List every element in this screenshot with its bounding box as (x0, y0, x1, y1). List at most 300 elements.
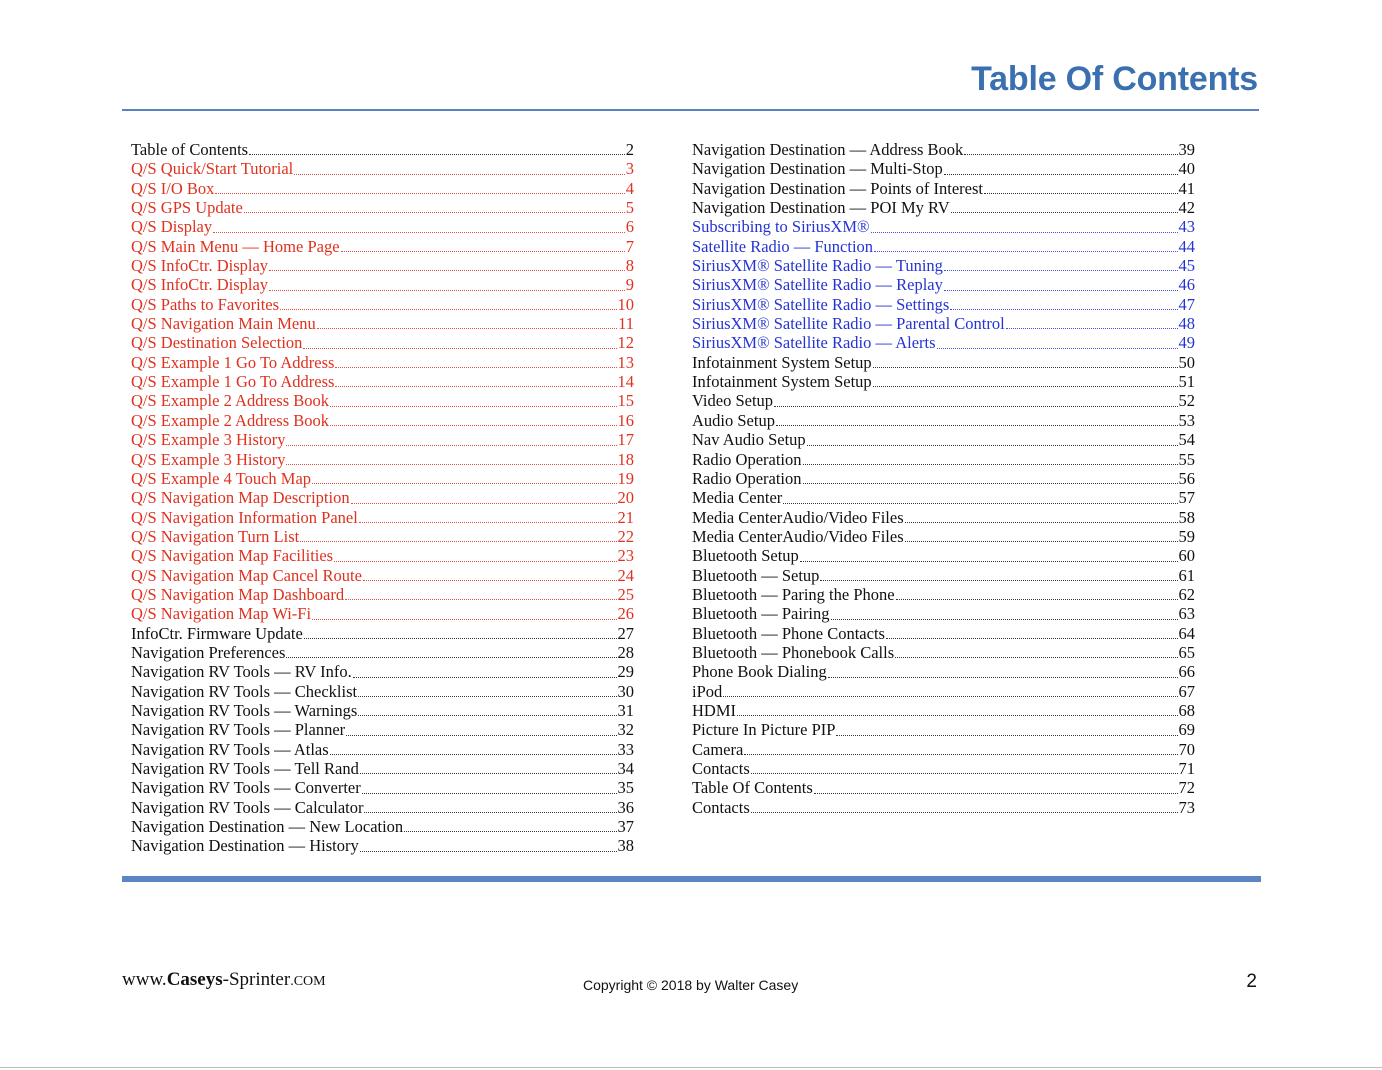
toc-entry[interactable] (131, 372, 634, 391)
toc-entry-page: 10 (617, 294, 634, 314)
toc-dot-leader (737, 714, 1178, 716)
toc-entry-page: 63 (1178, 604, 1195, 624)
toc-entry[interactable] (131, 275, 634, 294)
toc-entry[interactable] (692, 566, 1195, 585)
toc-entry[interactable] (131, 759, 634, 778)
toc-entry-page: 23 (617, 546, 634, 566)
toc-dot-leader (951, 211, 1178, 213)
toc-entry-page: 58 (1178, 507, 1195, 527)
toc-entry[interactable] (692, 256, 1195, 275)
toc-entry-page: 21 (617, 507, 634, 527)
toc-entry-title: Bluetooth — Paring the Phone (692, 584, 895, 604)
toc-entry[interactable] (692, 159, 1195, 178)
toc-dot-leader (249, 153, 625, 155)
toc-entry-title: Q/S Example 3 History (131, 449, 286, 469)
toc-dot-leader (353, 676, 617, 678)
toc-dot-leader (358, 695, 616, 697)
toc-entry-title: Q/S Destination Selection (131, 333, 303, 353)
toc-dot-leader (341, 250, 625, 252)
toc-entry-title: Navigation RV Tools — Warnings (131, 700, 358, 720)
toc-entry-page: 43 (1178, 217, 1195, 237)
toc-entry-title: Navigation RV Tools — RV Info. (131, 662, 352, 682)
toc-entry-title: Q/S Display (131, 217, 213, 237)
toc-entry-title: HDMI (692, 700, 736, 720)
toc-entry-title: Phone Book Dialing (692, 662, 827, 682)
toc-entry[interactable] (692, 469, 1195, 488)
toc-entry-page: 37 (617, 817, 634, 837)
toc-dot-leader (334, 560, 616, 562)
toc-dot-leader (360, 850, 617, 852)
toc-entry-title: SiriusXM® Satellite Radio — Alerts (692, 333, 936, 353)
toc-entry-page: 16 (617, 410, 634, 430)
toc-entry[interactable] (692, 778, 1195, 797)
toc-entry-page: 46 (1178, 275, 1195, 295)
toc-entry-title: Navigation RV Tools — Tell Rand (131, 759, 359, 778)
toc-entry[interactable] (692, 604, 1195, 623)
toc-entry-page: 65 (1178, 642, 1195, 662)
toc-dot-leader (351, 502, 617, 504)
toc-dot-leader (280, 308, 616, 310)
toc-entry[interactable] (131, 198, 634, 217)
toc-dot-leader (751, 772, 1178, 774)
site-prefix: www. (122, 969, 167, 990)
toc-entry-page: 66 (1178, 662, 1195, 682)
toc-entry-page: 41 (1178, 178, 1195, 198)
toc-entry[interactable] (131, 740, 634, 759)
toc-dot-leader (303, 347, 616, 349)
toc-entry[interactable] (131, 585, 634, 604)
toc-entry[interactable] (131, 798, 634, 817)
toc-entry[interactable] (692, 720, 1195, 739)
toc-dot-leader (244, 211, 625, 213)
toc-entry-title: Q/S InfoCtr. Display (131, 256, 269, 276)
toc-entry-title: Navigation RV Tools — Planner (131, 720, 346, 740)
toc-dot-leader (896, 598, 1178, 600)
toc-dot-leader (269, 269, 625, 271)
toc-entry[interactable] (692, 701, 1195, 720)
toc-entry[interactable] (131, 701, 634, 720)
toc-entry-page: 51 (1178, 372, 1195, 392)
toc-entry-page: 20 (617, 488, 634, 508)
toc-dot-leader (317, 327, 617, 329)
toc-entry[interactable] (692, 295, 1195, 314)
site-name-second: Sprinter (228, 969, 291, 990)
toc-entry[interactable] (131, 546, 634, 565)
toc-entry-title: Q/S Navigation Main Menu (131, 314, 316, 334)
toc-entry[interactable] (692, 546, 1195, 565)
toc-entry-title: Q/S Navigation Information Panel (131, 507, 358, 527)
toc-entry-title: Bluetooth — Phonebook Calls (692, 642, 895, 662)
toc-entry[interactable] (131, 391, 634, 410)
toc-entry-page: 11 (618, 314, 634, 334)
toc-entry-page: 22 (617, 526, 634, 546)
toc-dot-leader (312, 482, 616, 484)
toc-dot-leader (964, 153, 1177, 155)
toc-entry-title: Picture In Picture PIP (692, 720, 836, 740)
toc-dot-leader (330, 405, 617, 407)
toc-entry-page: 73 (1178, 797, 1195, 817)
toc-entry[interactable] (692, 759, 1195, 778)
toc-entry[interactable] (131, 469, 634, 488)
toc-entry-page: 59 (1178, 526, 1195, 546)
toc-entry[interactable] (692, 798, 1195, 817)
toc-entry[interactable] (692, 585, 1195, 604)
toc-entry-title: Contacts (692, 759, 750, 778)
toc-entry-page: 53 (1178, 410, 1195, 430)
toc-dot-leader (937, 347, 1178, 349)
toc-entry-page: 6 (625, 217, 634, 237)
toc-entry-page: 71 (1178, 759, 1195, 778)
toc-entry-title: Navigation Destination — History (131, 836, 359, 856)
toc-entry[interactable] (692, 450, 1195, 469)
toc-dot-leader (346, 734, 616, 736)
toc-entry[interactable] (131, 314, 634, 333)
toc-entry-page: 38 (617, 836, 634, 856)
toc-entry-page: 19 (617, 468, 634, 488)
toc-entry[interactable] (131, 411, 634, 430)
toc-dot-leader (360, 772, 617, 774)
toc-entry-title: Q/S Navigation Map Description (131, 488, 350, 508)
toc-entry-title: SiriusXM® Satellite Radio — Parental Control (692, 314, 1005, 334)
toc-entry[interactable] (131, 604, 634, 623)
toc-entry-page: 68 (1178, 700, 1195, 720)
toc-entry-title: Navigation Preferences (131, 642, 286, 662)
toc-entry[interactable] (131, 237, 634, 256)
toc-entry-title: Q/S Navigation Turn List (131, 526, 300, 546)
toc-entry-title: Q/S InfoCtr. Display (131, 275, 269, 295)
toc-entry-page: 36 (617, 797, 634, 817)
toc-entry[interactable] (131, 720, 634, 739)
toc-entry-title: Q/S I/O Box (131, 178, 215, 198)
toc-entry[interactable] (692, 275, 1195, 294)
toc-entry-page: 27 (617, 623, 634, 643)
toc-dot-leader (362, 792, 617, 794)
toc-entry[interactable] (692, 353, 1195, 372)
toc-entry-page: 31 (617, 700, 634, 720)
toc-entry[interactable] (692, 624, 1195, 643)
toc-entry-title: Q/S Example 2 Address Book (131, 391, 329, 411)
toc-entry[interactable] (131, 836, 634, 855)
toc-entry-title: Navigation Destination — Multi-Stop (692, 159, 943, 179)
toc-dot-leader (304, 637, 617, 639)
toc-entry[interactable] (692, 643, 1195, 662)
toc-entry-title: Nav Audio Setup (692, 430, 806, 450)
toc-entry-page: 62 (1178, 584, 1195, 604)
toc-entry-title: Table of Contents (131, 140, 249, 159)
toc-entry-page: 55 (1178, 449, 1195, 469)
toc-entry-page: 18 (617, 449, 634, 469)
toc-dot-leader (294, 173, 624, 175)
toc-entry[interactable] (692, 508, 1195, 527)
toc-entry-page: 30 (617, 681, 634, 701)
toc-entry-page: 72 (1178, 778, 1195, 798)
toc-entry-page: 42 (1178, 198, 1195, 218)
toc-entry-title: Q/S Example 1 Go To Address (131, 352, 335, 372)
toc-entry-title: Contacts (692, 797, 750, 817)
toc-entry-page: 8 (625, 256, 634, 276)
toc-entry-page: 32 (617, 720, 634, 740)
toc-entry-title: Bluetooth — Phone Contacts (692, 623, 885, 643)
toc-entry[interactable] (131, 430, 634, 449)
toc-entry[interactable] (692, 740, 1195, 759)
toc-dot-leader (213, 231, 625, 233)
toc-entry-page: 3 (625, 159, 634, 179)
toc-entry-title: Q/S Quick/Start Tutorial (131, 159, 294, 179)
toc-entry-page: 61 (1178, 565, 1195, 585)
toc-entry[interactable] (692, 411, 1195, 430)
toc-dot-leader (404, 830, 616, 832)
toc-dot-leader (364, 811, 616, 813)
toc-dot-leader (774, 405, 1177, 407)
toc-dot-leader (330, 424, 617, 426)
toc-entry[interactable] (131, 179, 634, 198)
toc-entry[interactable] (692, 333, 1195, 352)
toc-entry-page: 45 (1178, 256, 1195, 276)
toc-dot-leader (286, 463, 616, 465)
toc-entry-title: Table Of Contents (692, 778, 813, 798)
toc-entry-page: 25 (617, 584, 634, 604)
toc-entry-title: Navigation Destination — Points of Interest (692, 178, 983, 198)
toc-dot-leader (905, 521, 1178, 523)
toc-entry[interactable] (131, 140, 634, 159)
toc-entry-title: Navigation RV Tools — Atlas (131, 739, 329, 759)
toc-entry-page: 44 (1178, 236, 1195, 256)
toc-dot-leader (814, 792, 1178, 794)
toc-entry[interactable] (131, 217, 634, 236)
toc-entry-title: Q/S Example 2 Address Book (131, 410, 329, 430)
toc-dot-leader (744, 753, 1177, 755)
toc-entry-title: Q/S Example 1 Go To Address (131, 372, 335, 392)
toc-entry[interactable] (692, 682, 1195, 701)
toc-entry[interactable] (131, 566, 634, 585)
toc-entry[interactable] (692, 527, 1195, 546)
toc-entry[interactable] (692, 488, 1195, 507)
toc-entry-title: Q/S Navigation Map Dashboard (131, 584, 345, 604)
page-title: Table Of Contents (971, 60, 1258, 98)
toc-entry-title: Navigation Destination — New Location (131, 817, 404, 837)
toc-entry[interactable] (692, 198, 1195, 217)
toc-dot-leader (871, 231, 1178, 233)
toc-dot-leader (807, 444, 1178, 446)
toc-entry-page: 52 (1178, 391, 1195, 411)
toc-dot-leader (831, 618, 1178, 620)
toc-entry-page: 48 (1178, 314, 1195, 334)
toc-entry-title: Infotainment System Setup (692, 372, 872, 392)
toc-entry[interactable] (692, 237, 1195, 256)
footer-copyright: Copyright © 2018 by Walter Casey (583, 977, 799, 993)
toc-entry-title: Camera (692, 739, 744, 759)
toc-entry-title: Bluetooth — Pairing (692, 604, 830, 624)
toc-dot-leader (950, 308, 1177, 310)
toc-entry-title: Satellite Radio — Function (692, 236, 874, 256)
toc-entry[interactable] (131, 527, 634, 546)
toc-dot-leader (886, 637, 1178, 639)
toc-entry-page: 60 (1178, 546, 1195, 566)
toc-entry[interactable] (131, 450, 634, 469)
toc-dot-leader (984, 192, 1178, 194)
toc-entry[interactable] (131, 643, 634, 662)
toc-dot-leader (215, 192, 624, 194)
toc-entry-title: SiriusXM® Satellite Radio — Settings (692, 294, 950, 314)
toc-entry-title: Q/S GPS Update (131, 198, 243, 218)
toc-dot-leader (944, 173, 1178, 175)
toc-entry-page: 57 (1178, 488, 1195, 508)
toc-dot-leader (751, 811, 1178, 813)
site-name: Caseys (166, 969, 223, 990)
toc-dot-leader (335, 385, 616, 387)
toc-dot-leader (836, 734, 1177, 736)
site-separator: - (222, 969, 229, 990)
toc-dot-leader (358, 714, 616, 716)
toc-entry[interactable] (692, 140, 1195, 159)
toc-entry-title: Q/S Example 4 Touch Map (131, 468, 312, 488)
toc-entry-title: Video Setup (692, 391, 774, 411)
toc-entry[interactable] (692, 372, 1195, 391)
toc-dot-leader (800, 560, 1178, 562)
toc-entry-title: Navigation RV Tools — Checklist (131, 681, 358, 701)
toc-dot-leader (873, 385, 1178, 387)
toc-dot-leader (335, 366, 616, 368)
toc-entry-title: Subscribing to SiriusXM® (692, 217, 870, 237)
toc-entry-page: 70 (1178, 739, 1195, 759)
toc-entry-title: iPod (692, 681, 723, 701)
toc-entry-title: Q/S Paths to Favorites (131, 294, 280, 314)
toc-dot-leader (874, 250, 1177, 252)
toc-entry[interactable] (692, 391, 1195, 410)
toc-entry[interactable] (131, 256, 634, 275)
toc-entry-title: Media Center (692, 488, 783, 508)
toc-entry[interactable] (131, 159, 634, 178)
toc-entry[interactable] (692, 430, 1195, 449)
toc-entry[interactable] (692, 217, 1195, 236)
toc-entry[interactable] (131, 682, 634, 701)
toc-dot-leader (828, 676, 1178, 678)
toc-dot-leader (312, 618, 616, 620)
toc-entry-title: Infotainment System Setup (692, 352, 872, 372)
toc-dot-leader (803, 463, 1178, 465)
toc-dot-leader (286, 656, 616, 658)
toc-entry[interactable] (131, 295, 634, 314)
toc-entry-title: Navigation RV Tools — Calculator (131, 797, 364, 817)
toc-entry-page: 54 (1178, 430, 1195, 450)
toc-entry-title: InfoCtr. Firmware Update (131, 623, 303, 643)
toc-dot-leader (776, 424, 1178, 426)
toc-entry[interactable] (131, 353, 634, 372)
toc-entry-page: 4 (625, 178, 634, 198)
toc-column-right (692, 140, 1195, 817)
toc-dot-leader (286, 444, 616, 446)
toc-dot-leader (363, 579, 617, 581)
toc-entry-title: Q/S Navigation Map Facilities (131, 546, 334, 566)
toc-entry[interactable] (131, 662, 634, 681)
toc-entry-title: Radio Operation (692, 468, 802, 488)
toc-entry-page: 12 (617, 333, 634, 353)
toc-dot-leader (330, 753, 617, 755)
toc-entry[interactable] (131, 778, 634, 797)
toc-entry-title: Q/S Navigation Map Wi-Fi (131, 604, 312, 624)
toc-entry[interactable] (131, 488, 634, 507)
toc-entry-page: 34 (617, 759, 634, 778)
toc-dot-leader (345, 598, 616, 600)
toc-entry[interactable] (692, 314, 1195, 333)
toc-entry-title: Bluetooth Setup (692, 546, 799, 566)
toc-entry-title: Q/S Navigation Map Cancel Route (131, 565, 362, 585)
toc-entry-title: Q/S Main Menu — Home Page (131, 236, 340, 256)
toc-entry-title: Audio Setup (692, 410, 775, 430)
toc-entry-title: Navigation Destination — POI My RV (692, 198, 950, 218)
toc-dot-leader (944, 289, 1178, 291)
toc-dot-leader (723, 695, 1177, 697)
footer-website (122, 969, 326, 991)
toc-entry-page: 67 (1178, 681, 1195, 701)
toc-entry-page: 33 (617, 739, 634, 759)
toc-entry-page: 5 (625, 198, 634, 218)
toc-entry-page: 28 (617, 642, 634, 662)
toc-entry-page: 13 (617, 352, 634, 372)
toc-entry-page: 50 (1178, 352, 1195, 372)
page-edge (0, 1067, 1382, 1068)
toc-entry-page: 7 (625, 236, 634, 256)
toc-entry[interactable] (692, 662, 1195, 681)
toc-dot-leader (873, 366, 1178, 368)
toc-entry-page: 24 (617, 565, 634, 585)
toc-entry-page: 56 (1178, 468, 1195, 488)
header-rule (122, 109, 1259, 111)
toc-entry-page: 2 (625, 140, 634, 159)
page-number: 2 (1246, 971, 1257, 992)
toc-entry-page: 26 (617, 604, 634, 624)
toc-dot-leader (1006, 327, 1178, 329)
toc-dot-leader (300, 540, 616, 542)
toc-entry-page: 69 (1178, 720, 1195, 740)
toc-entry[interactable] (131, 817, 634, 836)
toc-entry-title: Navigation RV Tools — Converter (131, 778, 361, 798)
toc-column-left (131, 140, 634, 856)
toc-entry-page: 64 (1178, 623, 1195, 643)
toc-entry-title: Q/S Example 3 History (131, 430, 286, 450)
toc-dot-leader (895, 656, 1177, 658)
toc-entry-title: Bluetooth — Setup (692, 565, 820, 585)
toc-entry[interactable] (131, 624, 634, 643)
toc-dot-leader (783, 502, 1177, 504)
toc-entry-page: 9 (625, 275, 634, 295)
toc-entry[interactable] (131, 508, 634, 527)
toc-entry-page: 15 (617, 391, 634, 411)
footer-rule (122, 876, 1261, 882)
toc-entry[interactable] (131, 333, 634, 352)
site-suffix: .COM (290, 974, 326, 989)
toc-entry-page: 17 (617, 430, 634, 450)
toc-entry-title: Media CenterAudio/Video Files (692, 507, 904, 527)
toc-entry-title: Media CenterAudio/Video Files (692, 526, 904, 546)
toc-entry-page: 40 (1178, 159, 1195, 179)
toc-entry-page: 29 (617, 662, 634, 682)
toc-entry-title: Radio Operation (692, 449, 802, 469)
toc-dot-leader (944, 269, 1178, 271)
toc-dot-leader (803, 482, 1178, 484)
toc-dot-leader (269, 289, 625, 291)
toc-dot-leader (359, 521, 617, 523)
toc-entry[interactable] (692, 179, 1195, 198)
toc-entry-page: 14 (617, 372, 634, 392)
toc-entry-page: 35 (617, 778, 634, 798)
toc-dot-leader (905, 540, 1178, 542)
toc-dot-leader (820, 579, 1177, 581)
toc-entry-title: SiriusXM® Satellite Radio — Tuning (692, 256, 943, 276)
toc-entry-page: 49 (1178, 333, 1195, 353)
toc-entry-title: Navigation Destination — Address Book (692, 140, 964, 159)
toc-entry-title: SiriusXM® Satellite Radio — Replay (692, 275, 943, 295)
